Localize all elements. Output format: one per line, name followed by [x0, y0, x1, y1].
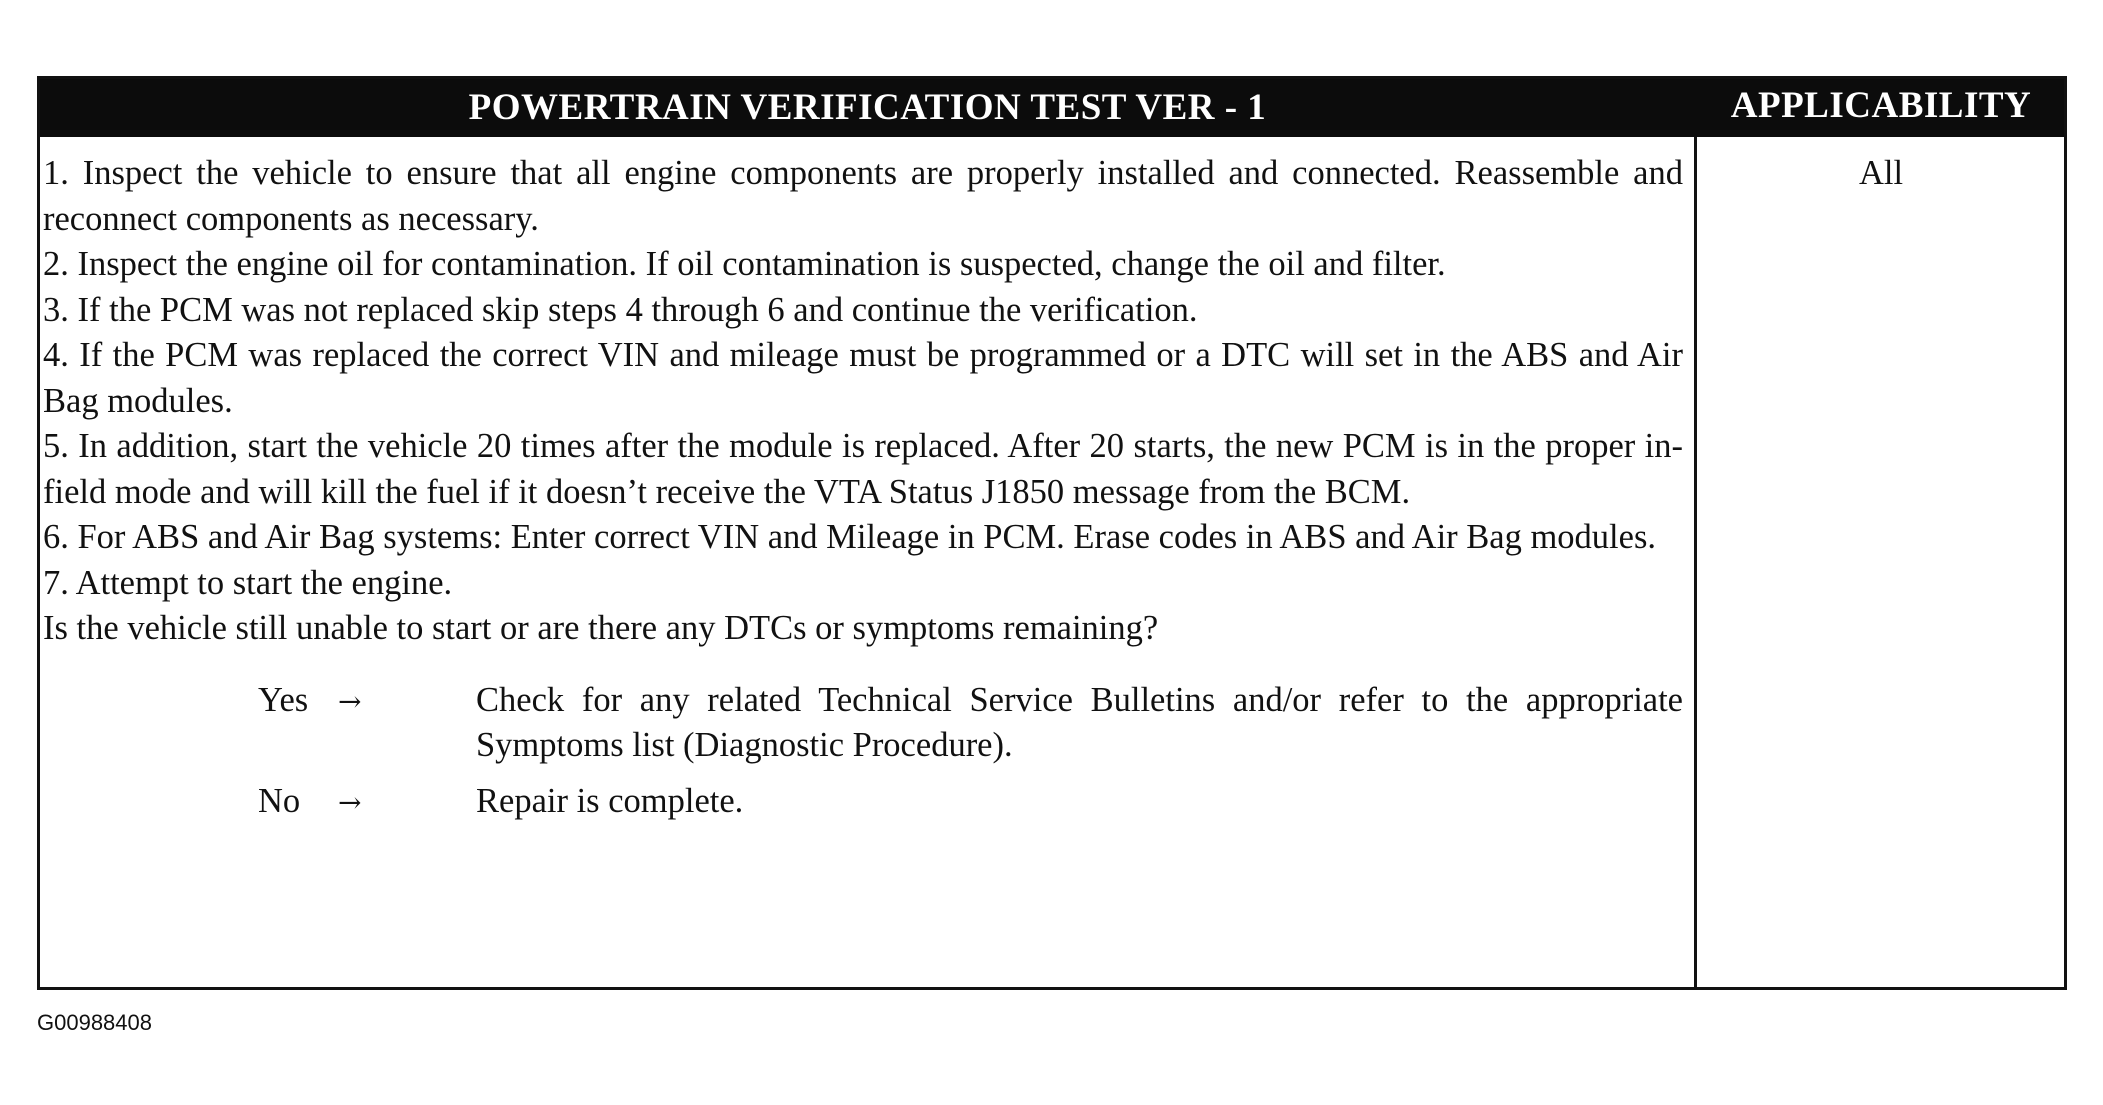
answer-no-label: No [258, 781, 301, 820]
answer-yes-label: Yes [258, 680, 309, 719]
right-arrow-icon: → [338, 684, 362, 718]
column-divider [1694, 137, 1697, 987]
answer-yes-text: Check for any related Technical Service Bulletins and/or refer to the appropriate Symptoms list (Diagnostic Procedure). [476, 680, 1683, 764]
step-2: 2. Inspect the engine oil for contamination. If oil contamination is suspected, change the oil and filter. [43, 245, 1446, 283]
procedure-text [43, 151, 1683, 835]
applicability-header: APPLICABILITY [1730, 85, 2032, 126]
answer-yes [43, 678, 1683, 769]
step-4: 4. If the PCM was replaced the correct VIN and mileage must be programmed or a DTC will set in the ABS and Air Bag modules. [43, 336, 1683, 420]
step-1: 1. Inspect the vehicle to ensure that all engine components are properly installed and connected. Reassemble and reconnect components as necessary. [43, 154, 1683, 238]
test-title: POWERTRAIN VERIFICATION TEST VER - 1 [468, 87, 1267, 128]
answer-no [43, 779, 1683, 826]
figure-id: G00988408 [37, 1010, 152, 1035]
answer-no-text: Repair is complete. [476, 781, 744, 820]
answer-list [43, 678, 1683, 826]
step-7: 7. Attempt to start the engine. [43, 563, 453, 602]
verification-test-table [37, 76, 2067, 990]
right-arrow-icon: → [338, 785, 362, 819]
table-header [40, 79, 2064, 137]
step-6: 6. For ABS and Air Bag systems: Enter correct VIN and Mileage in PCM. Erase codes in ABS and Air Bag modules. [43, 518, 1657, 556]
applicability-value: All [1858, 154, 1904, 192]
step-3: 3. If the PCM was not replaced skip steps 4 through 6 and continue the verification. [43, 290, 1198, 329]
question-text: Is the vehicle still unable to start or are there any DTCs or symptoms remaining? [43, 609, 1159, 647]
step-5: 5. In addition, start the vehicle 20 times after the module is replaced. After 20 starts, the new PCM is in the proper in-field mode and will kill the fuel if it doesn’t receive the VTA Status J1850 message from the BCM. [43, 427, 1683, 511]
